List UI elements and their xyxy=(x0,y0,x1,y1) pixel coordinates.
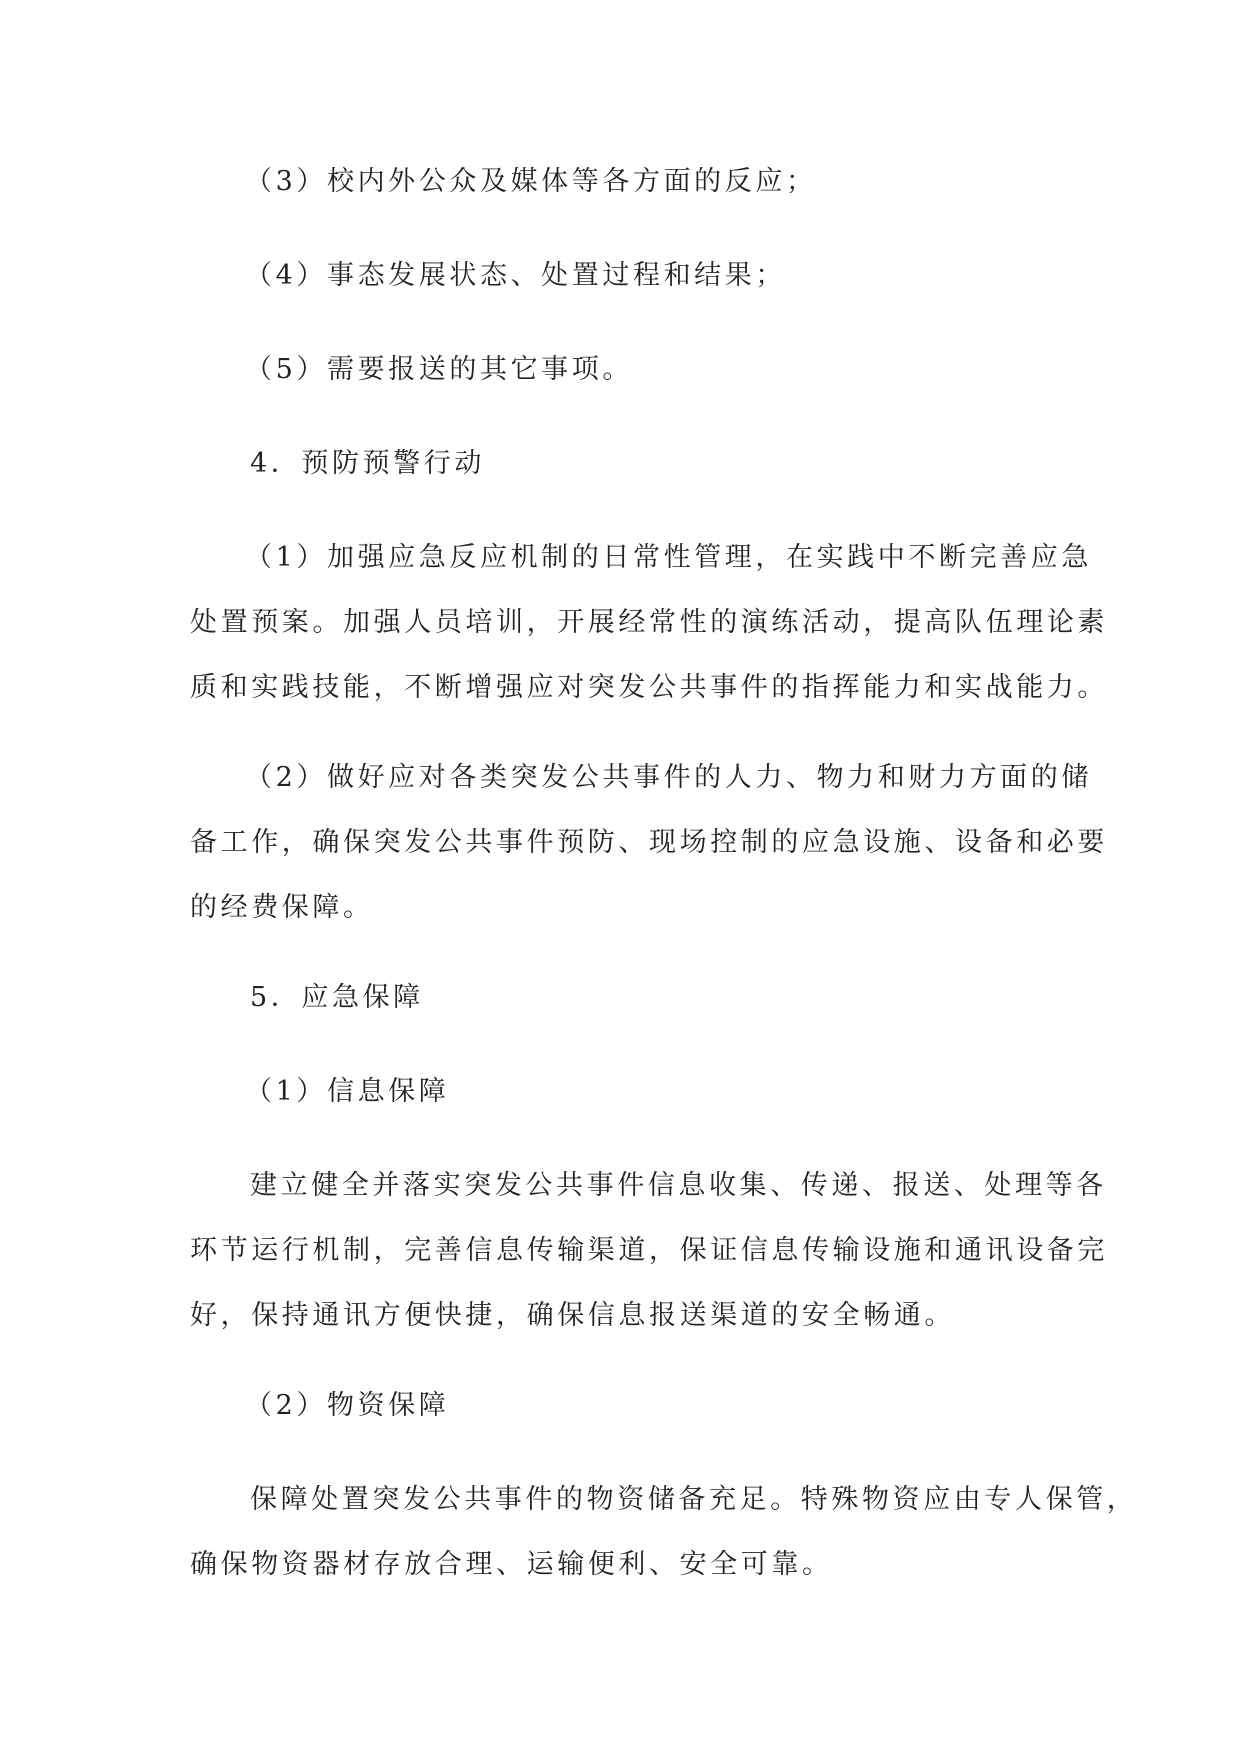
section-heading-prevention-warning: 4．预防预警行动 xyxy=(250,448,485,479)
list-item-situation-progress: （4）事态发展状态、处置过程和结果； xyxy=(245,260,786,291)
paragraph-line: 处置预案。加强人员培训，开展经常性的演练活动，提高队伍理论素 xyxy=(190,607,1108,638)
paragraph-line: 保障处置突发公共事件的物资储备充足。特殊物资应由专人保管， xyxy=(250,1484,1138,1515)
paragraph-line: 质和实践技能，不断增强应对突发公共事件的指挥能力和实战能力。 xyxy=(190,672,1108,703)
paragraph-line: （2）做好应对各类突发公共事件的人力、物力和财力方面的储 xyxy=(245,762,1092,793)
paragraph-line: 环节运行机制，完善信息传输渠道，保证信息传输设施和通讯设备完 xyxy=(190,1235,1108,1266)
paragraph-line: 的经费保障。 xyxy=(190,892,374,923)
paragraph-line: 建立健全并落实突发公共事件信息收集、传递、报送、处理等各 xyxy=(250,1170,1107,1201)
list-item-public-reaction: （3）校内外公众及媒体等各方面的反应； xyxy=(245,166,817,197)
section-heading-emergency-support: 5．应急保障 xyxy=(250,982,424,1013)
subheading-information-support: （1）信息保障 xyxy=(245,1076,450,1107)
paragraph-line: 备工作，确保突发公共事件预防、现场控制的应急设施、设备和必要 xyxy=(190,827,1108,858)
paragraph-line: 好，保持通讯方便快捷，确保信息报送渠道的安全畅通。 xyxy=(190,1300,955,1331)
paragraph-line: （1）加强应急反应机制的日常性管理，在实践中不断完善应急 xyxy=(245,542,1092,573)
paragraph-line: 确保物资器材存放合理、运输便利、安全可靠。 xyxy=(190,1549,833,1580)
subheading-material-support: （2）物资保障 xyxy=(245,1390,450,1421)
list-item-other-matters: （5）需要报送的其它事项。 xyxy=(245,354,633,385)
